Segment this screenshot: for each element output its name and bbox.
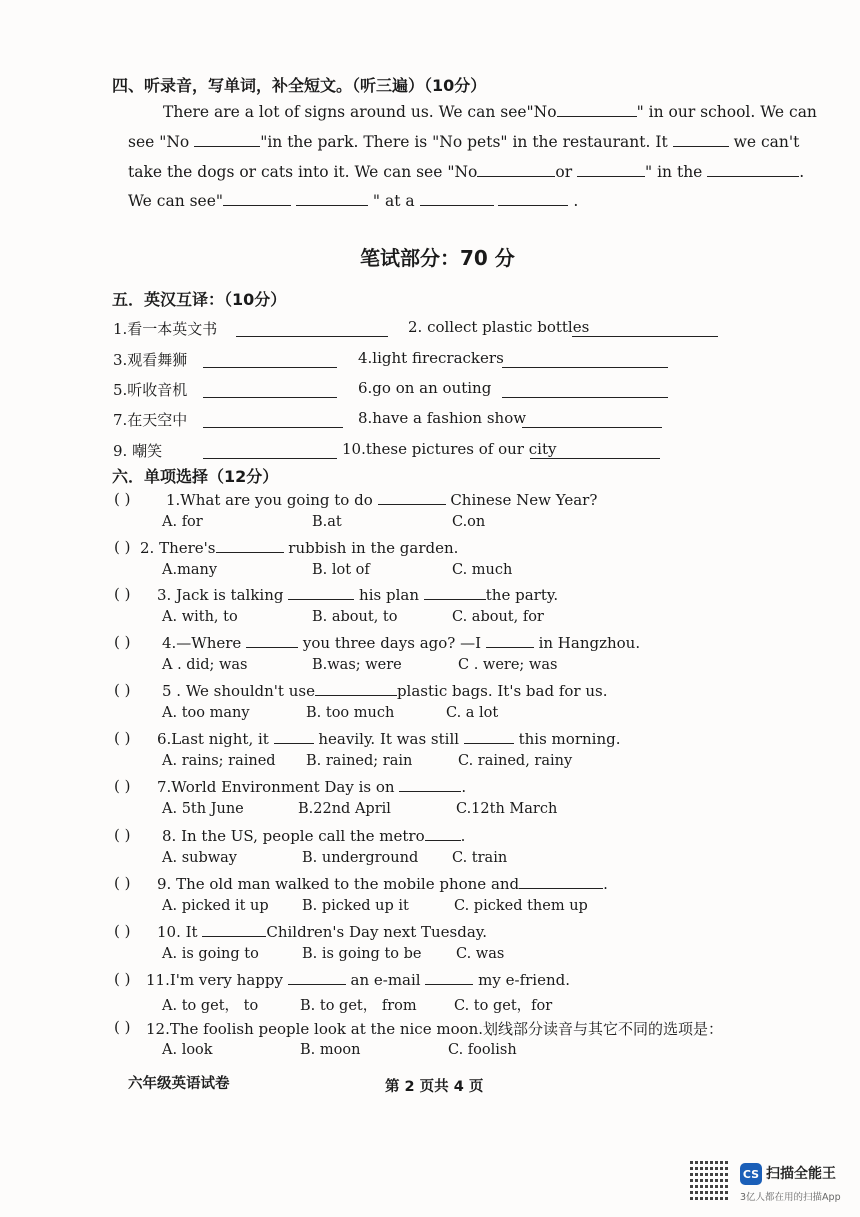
answer-blank[interactable] [194, 132, 260, 147]
qr-code-icon [690, 1160, 730, 1200]
translation-item [113, 440, 162, 461]
translation-item [113, 349, 187, 370]
answer-blank [378, 490, 446, 505]
passage-text: " in our school. We can [636, 103, 817, 121]
translation-answer[interactable] [203, 353, 337, 368]
option-c: C. picked them up [454, 898, 588, 914]
translation-answer[interactable] [203, 444, 337, 459]
question-text: . [461, 778, 467, 796]
option-b: B. lot of [312, 562, 370, 578]
option-a: A. subway [162, 850, 237, 866]
question-text: you three days ago? —I [302, 634, 482, 652]
option-c: C. to get，for [454, 998, 553, 1014]
answer-parentheses[interactable]: ( ) [114, 585, 131, 603]
answer-parentheses[interactable]: ( ) [114, 633, 131, 651]
passage-line-1 [163, 102, 817, 121]
option-c: C. a lot [446, 705, 499, 721]
translation-answer[interactable] [203, 383, 337, 398]
translation-prompt: 5.听收音机 [113, 381, 188, 399]
answer-blank [464, 729, 514, 744]
translation-item [358, 349, 504, 367]
translation-item [113, 318, 217, 339]
answer-blank[interactable] [707, 162, 799, 177]
answer-parentheses[interactable]: ( ) [114, 777, 131, 795]
question-stem [162, 681, 607, 700]
option-c: C. train [452, 850, 508, 866]
answer-blank [424, 585, 486, 600]
answer-parentheses[interactable]: ( ) [114, 970, 131, 988]
option-c: C.12th March [456, 801, 558, 817]
option-c: C. rained, rainy [458, 753, 573, 769]
question-text: 3. Jack is talking [157, 586, 284, 604]
question-stem [162, 633, 640, 652]
scanner-brand: 扫描全能王 [766, 1166, 836, 1182]
answer-parentheses[interactable]: ( ) [114, 826, 131, 844]
option-c: C. foolish [448, 1042, 517, 1058]
translation-prompt: 4.light firecrackers [358, 349, 504, 367]
passage-text: or [555, 163, 573, 181]
answer-blank [202, 922, 266, 937]
answer-blank[interactable] [673, 132, 729, 147]
question-text: 8. In the US, people call the metro [162, 827, 425, 845]
camscanner-logo-icon: CS [740, 1163, 762, 1185]
answer-blank [216, 538, 284, 553]
question-text: 7.World Environment Day is on [157, 778, 395, 796]
answer-parentheses[interactable]: ( ) [114, 538, 131, 556]
question-stem [166, 490, 597, 509]
translation-item [408, 318, 589, 336]
passage-text: " at a [372, 192, 415, 210]
footer-subject: 六年级英语试卷 [128, 1076, 230, 1092]
option-b: B. to get， from [300, 998, 417, 1014]
translation-prompt: 6.go on an outing [358, 379, 492, 397]
translation-prompt: 10.these pictures of our city [342, 440, 557, 458]
question-text: his plan [359, 586, 419, 604]
option-a: A. to get， to [162, 998, 259, 1014]
translation-prompt: 3.观看舞狮 [113, 351, 188, 369]
answer-blank [246, 633, 298, 648]
passage-line-3 [128, 162, 804, 181]
question-stem [157, 585, 558, 604]
answer-parentheses[interactable]: ( ) [114, 874, 131, 892]
section6-title: 六．单项选择（12分） [112, 467, 279, 486]
question-stem [157, 922, 487, 941]
section5-title: 五．英汉互译：（10分） [112, 290, 287, 309]
translation-prompt: 1.看一本英文书 [113, 320, 218, 338]
option-b: B. picked up it [302, 898, 409, 914]
question-text: 12.The foolish people look at the nice moon.划线部分读音与其它不同的选项是： [146, 1020, 724, 1038]
question-text: in Hangzhou. [538, 634, 641, 652]
answer-blank[interactable] [477, 162, 555, 177]
question-text: Children's Day next Tuesday. [266, 923, 488, 941]
option-c: C . were; was [458, 657, 558, 673]
translation-item [342, 440, 556, 458]
option-a: A.many [162, 562, 218, 578]
translation-item [358, 409, 526, 427]
option-a: A . did; was [162, 657, 248, 673]
answer-parentheses[interactable]: ( ) [114, 922, 131, 940]
passage-text: . [799, 163, 805, 181]
answer-parentheses[interactable]: ( ) [114, 1018, 131, 1036]
option-c: C.on [452, 514, 486, 530]
passage-text: take the dogs or cats into it. We can see "No [128, 163, 478, 181]
question-text: this morning. [518, 730, 621, 748]
question-text: . [460, 827, 466, 845]
question-stem [146, 1018, 723, 1039]
answer-blank [399, 777, 461, 792]
question-text: Chinese New Year? [450, 491, 598, 509]
question-text: an e-mail [350, 971, 421, 989]
question-text: 9. The old man walked to the mobile phone and [157, 875, 520, 893]
option-b: B. is going to be [302, 946, 422, 962]
passage-text: . [573, 192, 579, 210]
option-a: A. picked it up [162, 898, 269, 914]
answer-blank [425, 826, 461, 841]
translation-answer[interactable] [572, 322, 718, 337]
question-text: 6.Last night, it [157, 730, 269, 748]
answer-blank[interactable] [498, 191, 568, 206]
option-a: A. is going to [162, 946, 259, 962]
translation-prompt: 2. collect plastic bottles [408, 318, 590, 336]
option-b: B. underground [302, 850, 419, 866]
answer-parentheses[interactable]: ( ) [114, 681, 131, 699]
question-text: 2. There's [140, 539, 216, 557]
option-c: C. much [452, 562, 513, 578]
answer-parentheses[interactable]: ( ) [114, 729, 131, 747]
option-a: A. with, to [162, 609, 238, 625]
answer-blank[interactable] [223, 191, 291, 206]
question-text: heavily. It was still [318, 730, 460, 748]
question-text: . [603, 875, 608, 893]
question-stem [146, 970, 570, 989]
translation-answer[interactable] [522, 413, 662, 428]
option-a: A. look [162, 1042, 213, 1058]
answer-blank [288, 585, 354, 600]
passage-line-4 [128, 191, 578, 210]
question-stem [157, 874, 608, 893]
passage-text: "in the park. There is "No pets" in the restaurant. It [260, 133, 668, 151]
passage-text: we can't [733, 133, 800, 151]
footer-page-number: 第 2 页共 4 页 [385, 1079, 484, 1095]
translation-answer[interactable] [502, 353, 668, 368]
answer-blank [486, 633, 534, 648]
question-text: 11.I'm very happy [146, 971, 283, 989]
scanner-tagline: 3亿人都在用的扫描App [740, 1192, 841, 1203]
passage-text: see "No [128, 133, 190, 151]
translation-prompt: 9. 嘲笑 [113, 442, 163, 460]
question-stem [162, 826, 465, 845]
answer-blank[interactable] [296, 191, 368, 206]
answer-blank[interactable] [557, 102, 637, 117]
translation-item [358, 379, 491, 397]
answer-blank [315, 681, 397, 696]
answer-blank[interactable] [420, 191, 494, 206]
option-b: B. moon [300, 1042, 361, 1058]
written-part-title: 笔试部分：70 分 [360, 246, 515, 270]
option-b: B.was; were [312, 657, 402, 673]
option-a: A. too many [162, 705, 250, 721]
translation-prompt: 7.在天空中 [113, 411, 188, 429]
option-c: C. about, for [452, 609, 544, 625]
question-text: rubbish in the garden. [288, 539, 459, 557]
answer-blank [274, 729, 314, 744]
translation-answer[interactable] [236, 322, 388, 337]
option-b: B. rained; rain [306, 753, 413, 769]
question-text: 1.What are you going to do [166, 491, 373, 509]
question-text: the party. [485, 586, 559, 604]
option-c: C. was [456, 946, 505, 962]
question-text: 10. It [157, 923, 198, 941]
answer-parentheses[interactable]: ( ) [114, 490, 131, 508]
answer-blank [425, 970, 473, 985]
option-b: B. too much [306, 705, 395, 721]
question-text: plastic bags. It's bad for us. [396, 682, 608, 700]
passage-text: " in the [645, 163, 703, 181]
question-stem [140, 538, 458, 557]
translation-answer[interactable] [203, 413, 343, 428]
answer-blank[interactable] [577, 162, 645, 177]
option-b: B.at [312, 514, 342, 530]
translation-item [113, 379, 187, 400]
answer-blank [519, 874, 603, 889]
translation-item [113, 409, 187, 430]
passage-text: There are a lot of signs around us. We can see"No [163, 103, 557, 121]
passage-text: We can see" [128, 192, 224, 210]
question-stem [157, 777, 466, 796]
option-b: B.22nd April [298, 801, 391, 817]
option-a: A. for [162, 514, 203, 530]
translation-answer[interactable] [530, 444, 660, 459]
question-stem [157, 729, 620, 748]
option-a: A. rains; rained [162, 753, 276, 769]
translation-prompt: 8.have a fashion show [358, 409, 527, 427]
answer-blank [288, 970, 346, 985]
question-text: my e-friend. [478, 971, 570, 989]
option-b: B. about, to [312, 609, 398, 625]
option-a: A. 5th June [162, 801, 244, 817]
question-text: 5 . We shouldn't use [162, 682, 315, 700]
section4-title: 四、听录音，写单词，补全短文。（听三遍）（10分） [112, 76, 487, 95]
passage-line-2 [128, 132, 799, 151]
question-text: 4.—Where [162, 634, 242, 652]
translation-answer[interactable] [502, 383, 668, 398]
